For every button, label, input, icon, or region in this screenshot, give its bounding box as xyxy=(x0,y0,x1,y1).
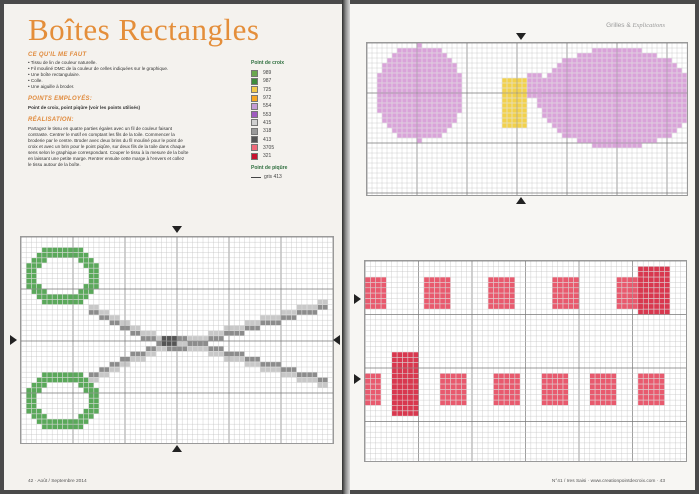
legend-row xyxy=(251,69,287,77)
page-title: Boîtes Rectangles xyxy=(28,12,260,47)
legend-row xyxy=(251,135,287,143)
color-legend xyxy=(251,60,287,180)
text-line: • Tissu de lin de couleur naturelle. xyxy=(28,60,97,65)
legend-swatch xyxy=(251,78,258,85)
center-arrow-right xyxy=(333,335,340,345)
legend-row xyxy=(251,86,287,94)
legend-code: 321 xyxy=(263,153,272,160)
ribbon-mark xyxy=(527,73,541,97)
chart3-arrow-left xyxy=(354,374,361,384)
section-header-italic: Explications xyxy=(632,22,665,29)
candy-chart-svg xyxy=(367,43,687,195)
legend-code: 972 xyxy=(263,95,272,102)
chart1-arrow-top xyxy=(516,33,526,40)
legend-row xyxy=(251,127,287,135)
legend-swatch xyxy=(251,136,258,143)
text-line: • Une aiguille à broder. xyxy=(28,84,75,89)
left-page xyxy=(4,4,342,490)
legend-code: 553 xyxy=(263,111,272,118)
stitches-heading: POINTS EMPLOYÉS: xyxy=(28,96,93,102)
right-folio: N°41 / Ires Saisi · www.creationpointdecroix.com · 43 xyxy=(551,479,665,484)
legend-code: 554 xyxy=(263,103,272,110)
text-line: sens selon le graphique correspondant. Couper le tissu à la mesure de la boîte xyxy=(28,150,189,155)
legend-swatch xyxy=(251,144,258,151)
section-header-plain: Grilles & xyxy=(606,22,631,29)
center-arrow-top xyxy=(172,226,182,233)
scissors-chart-svg xyxy=(21,237,333,443)
chart2-arrow-left xyxy=(354,294,361,304)
text-line: croix et avec un brin pour le point piqûre, sur deux fils de la toile dans chaque xyxy=(28,144,186,149)
text-line: en laissant une petite marge. Rentrer ensuite cette marge à l'envers et collez xyxy=(28,156,185,161)
legend-swatch xyxy=(251,86,258,93)
backstitch-label: gris 413 xyxy=(264,174,282,181)
legend-code: 413 xyxy=(263,136,272,143)
legend-code: 415 xyxy=(263,119,272,126)
stitches-text: Point de croix, point piqûre (voir les points utilisés) xyxy=(28,105,141,110)
band-chart xyxy=(364,260,687,462)
candy-chart xyxy=(366,42,688,196)
legend-row xyxy=(251,144,287,152)
legend-code: 318 xyxy=(263,128,272,135)
legend-swatch xyxy=(251,95,258,102)
left-folio: 42 · Août / Septembre 2014 xyxy=(28,479,87,484)
legend-row xyxy=(251,77,287,85)
legend-row xyxy=(251,152,287,160)
legend-swatch xyxy=(251,153,258,160)
legend-code: 3705 xyxy=(263,144,275,151)
text-line: • Fil mouliné DMC de la couleur de celles indiquées sur le graphique. xyxy=(28,66,169,71)
legend-swatch xyxy=(251,103,258,110)
text-line: • Une boîte rectangulaire. xyxy=(28,72,80,77)
text-line: le tissu autour de la boîte. xyxy=(28,162,81,167)
legend-code: 989 xyxy=(263,70,272,77)
legend-row xyxy=(251,102,287,110)
backstitch-item xyxy=(251,174,287,180)
section-header xyxy=(606,22,665,29)
backstitch-heading: Point de piqûre xyxy=(251,165,288,172)
legend-row xyxy=(251,119,287,127)
text-line: contraste. Centrer le motif en comptant les fils de la toile. Commencer la xyxy=(28,132,175,137)
legend-swatch xyxy=(251,111,258,118)
band-chart-svg xyxy=(365,261,686,461)
realisation-text xyxy=(28,126,188,168)
legend-code: 987 xyxy=(263,78,272,85)
legend-heading: Point de croix xyxy=(251,60,285,66)
text-line: broderie par le centre. Broder avec deux brins du fil mouliné pour le point de xyxy=(28,138,183,143)
chart1-arrow-bottom xyxy=(516,197,526,204)
book-spine xyxy=(342,0,350,494)
realisation-heading: RÉALISATION: xyxy=(28,117,74,123)
legend-swatch xyxy=(251,70,258,77)
needs-heading: CE QU'IL ME FAUT xyxy=(28,52,87,58)
text-line: • Colle. xyxy=(28,78,43,83)
text-line: Partagez le tissu en quatre parties égales avec un fil de couleur faisant xyxy=(28,126,173,131)
center-arrow-left xyxy=(10,335,17,345)
legend-swatch xyxy=(251,119,258,126)
scissors-chart xyxy=(20,236,334,444)
needs-list xyxy=(28,60,168,90)
right-page xyxy=(350,4,695,490)
legend-swatch xyxy=(251,128,258,135)
legend-row xyxy=(251,94,287,102)
legend-row xyxy=(251,110,287,118)
center-arrow-bottom xyxy=(172,445,182,452)
legend-code: 725 xyxy=(263,86,272,93)
